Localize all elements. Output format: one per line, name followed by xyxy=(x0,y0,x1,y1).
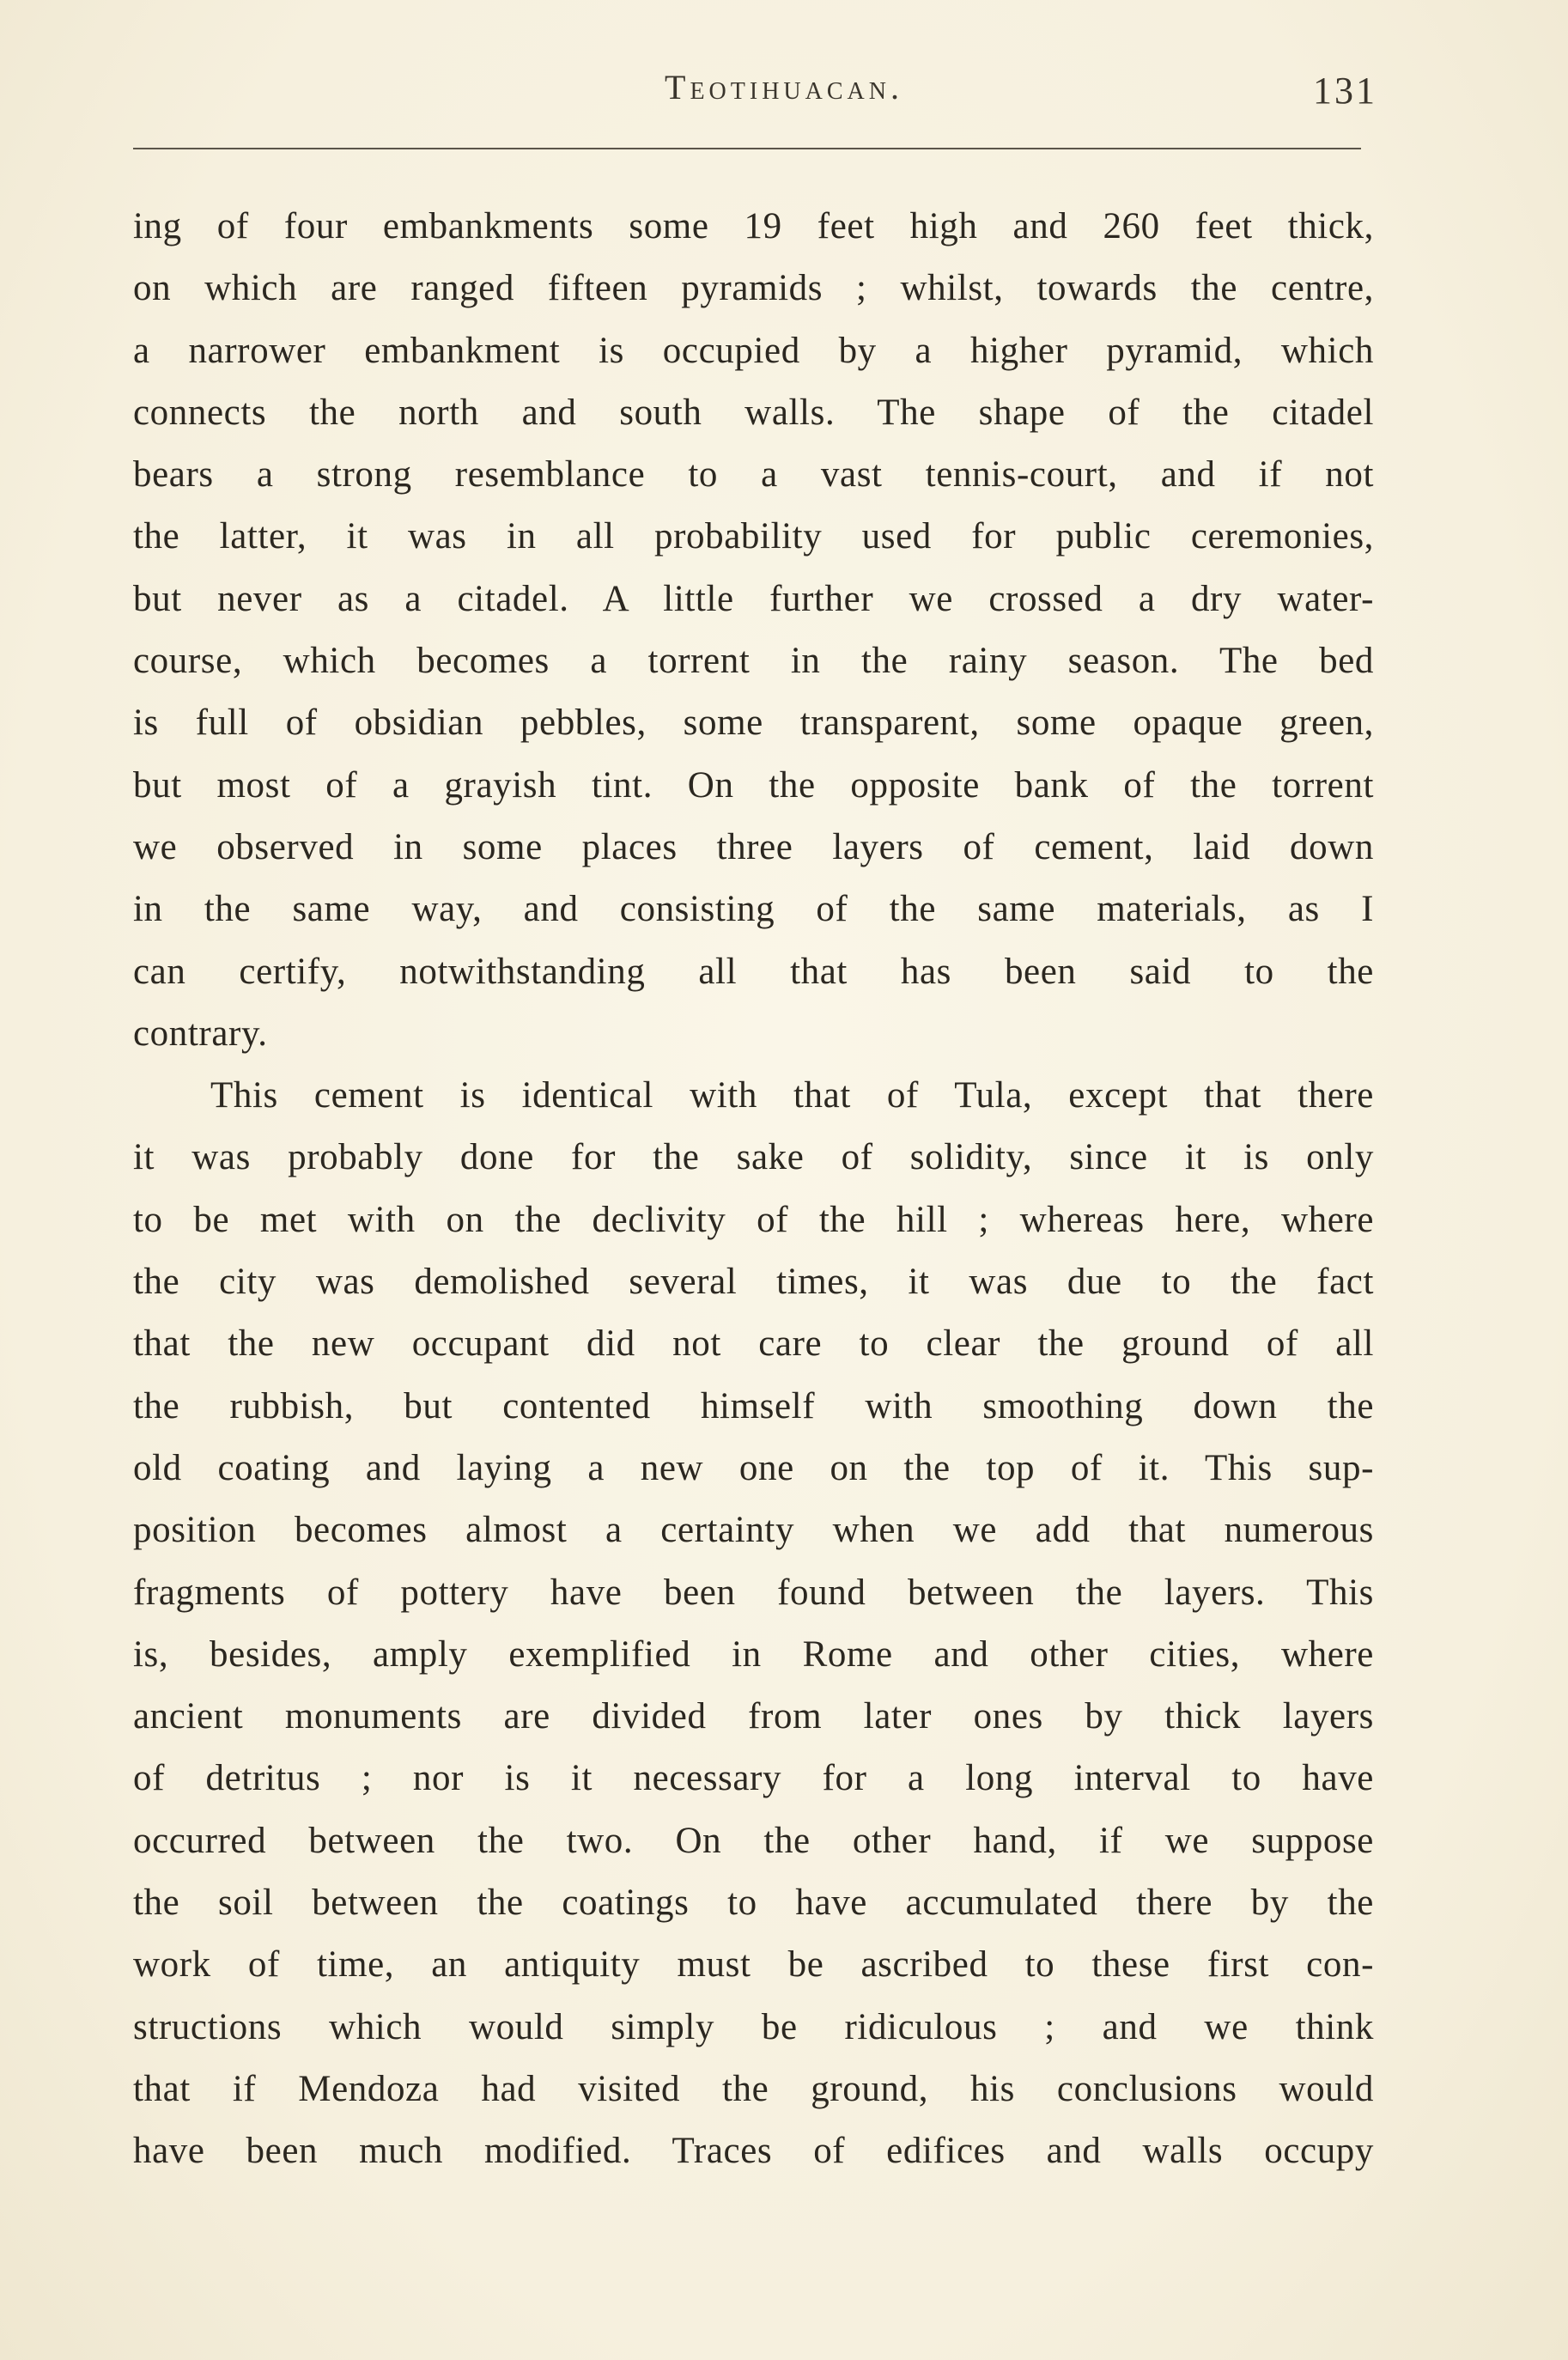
running-head xyxy=(0,67,1568,127)
text-line: we observed in some places three layers of cement, laid down xyxy=(133,826,1374,867)
body-text xyxy=(133,196,1374,2183)
text-line: can certify, notwithstanding all that has been said to the xyxy=(133,951,1374,992)
text-line: it was probably done for the sake of solidity, since it is only xyxy=(133,1137,1374,1178)
text-line: of detritus ; nor is it necessary for a long interval to have xyxy=(133,1758,1374,1799)
text-line: to be met with on the declivity of the hill ; whereas here, where xyxy=(133,1199,1374,1240)
text-line: the latter, it was in all probability used for public ceremonies, xyxy=(133,516,1374,557)
text-line: that the new occupant did not care to clear the ground of all xyxy=(133,1323,1374,1365)
text-line: course, which becomes a torrent in the rainy season. The bed xyxy=(133,641,1374,682)
text-line: in the same way, and consisting of the same materials, as I xyxy=(133,889,1374,930)
text-line: bears a strong resemblance to a vast tennis-court, and if not xyxy=(133,454,1374,496)
text-line: but most of a grayish tint. On the opposite bank of the torrent xyxy=(133,764,1374,806)
text-line: old coating and laying a new one on the top of it. This sup- xyxy=(133,1447,1374,1488)
text-line: occurred between the two. On the other hand, if we suppose xyxy=(133,1820,1374,1861)
text-line: a narrower embankment is occupied by a higher pyramid, which xyxy=(133,330,1374,371)
text-line: on which are ranged fifteen pyramids ; whilst, towards the centre, xyxy=(133,268,1374,309)
text-line: ancient monuments are divided from later ones by thick layers xyxy=(133,1696,1374,1737)
running-title: Teotihuacan. xyxy=(665,68,903,106)
text-line: contrary. xyxy=(133,1013,268,1054)
page-number: 131 xyxy=(1313,70,1377,112)
text-line: work of time, an antiquity must be ascribed to these first con- xyxy=(133,1944,1374,1986)
text-line: ing of four embankments some 19 feet high and 260 feet thick, xyxy=(133,206,1374,246)
text-line: is, besides, amply exemplified in Rome and other cities, where xyxy=(133,1633,1374,1675)
text-line: the rubbish, but contented himself with smoothing down the xyxy=(133,1385,1374,1426)
text-line: is full of obsidian pebbles, some transparent, some opaque green, xyxy=(133,703,1374,744)
text-line: but never as a citadel. A little further we crossed a dry water- xyxy=(133,578,1374,619)
paragraph-start-line: This cement is identical with that of Tula, except that there xyxy=(210,1075,1374,1116)
text-line: have been much modified. Traces of edifices and walls occupy xyxy=(133,2131,1374,2172)
header-rule xyxy=(133,148,1361,149)
text-line: fragments of pottery have been found between the layers. This xyxy=(133,1572,1374,1613)
text-line: structions which would simply be ridiculous ; and we think xyxy=(133,2006,1374,2047)
text-line: that if Mendoza had visited the ground, his conclusions would xyxy=(133,2068,1374,2109)
text-line: the soil between the coatings to have accumulated there by the xyxy=(133,1883,1374,1924)
text-line: position becomes almost a certainty when we add that numerous xyxy=(133,1510,1374,1551)
text-line: the city was demolished several times, it was due to the fact xyxy=(133,1262,1374,1303)
text-line: connects the north and south walls. The shape of the citadel xyxy=(133,392,1374,433)
